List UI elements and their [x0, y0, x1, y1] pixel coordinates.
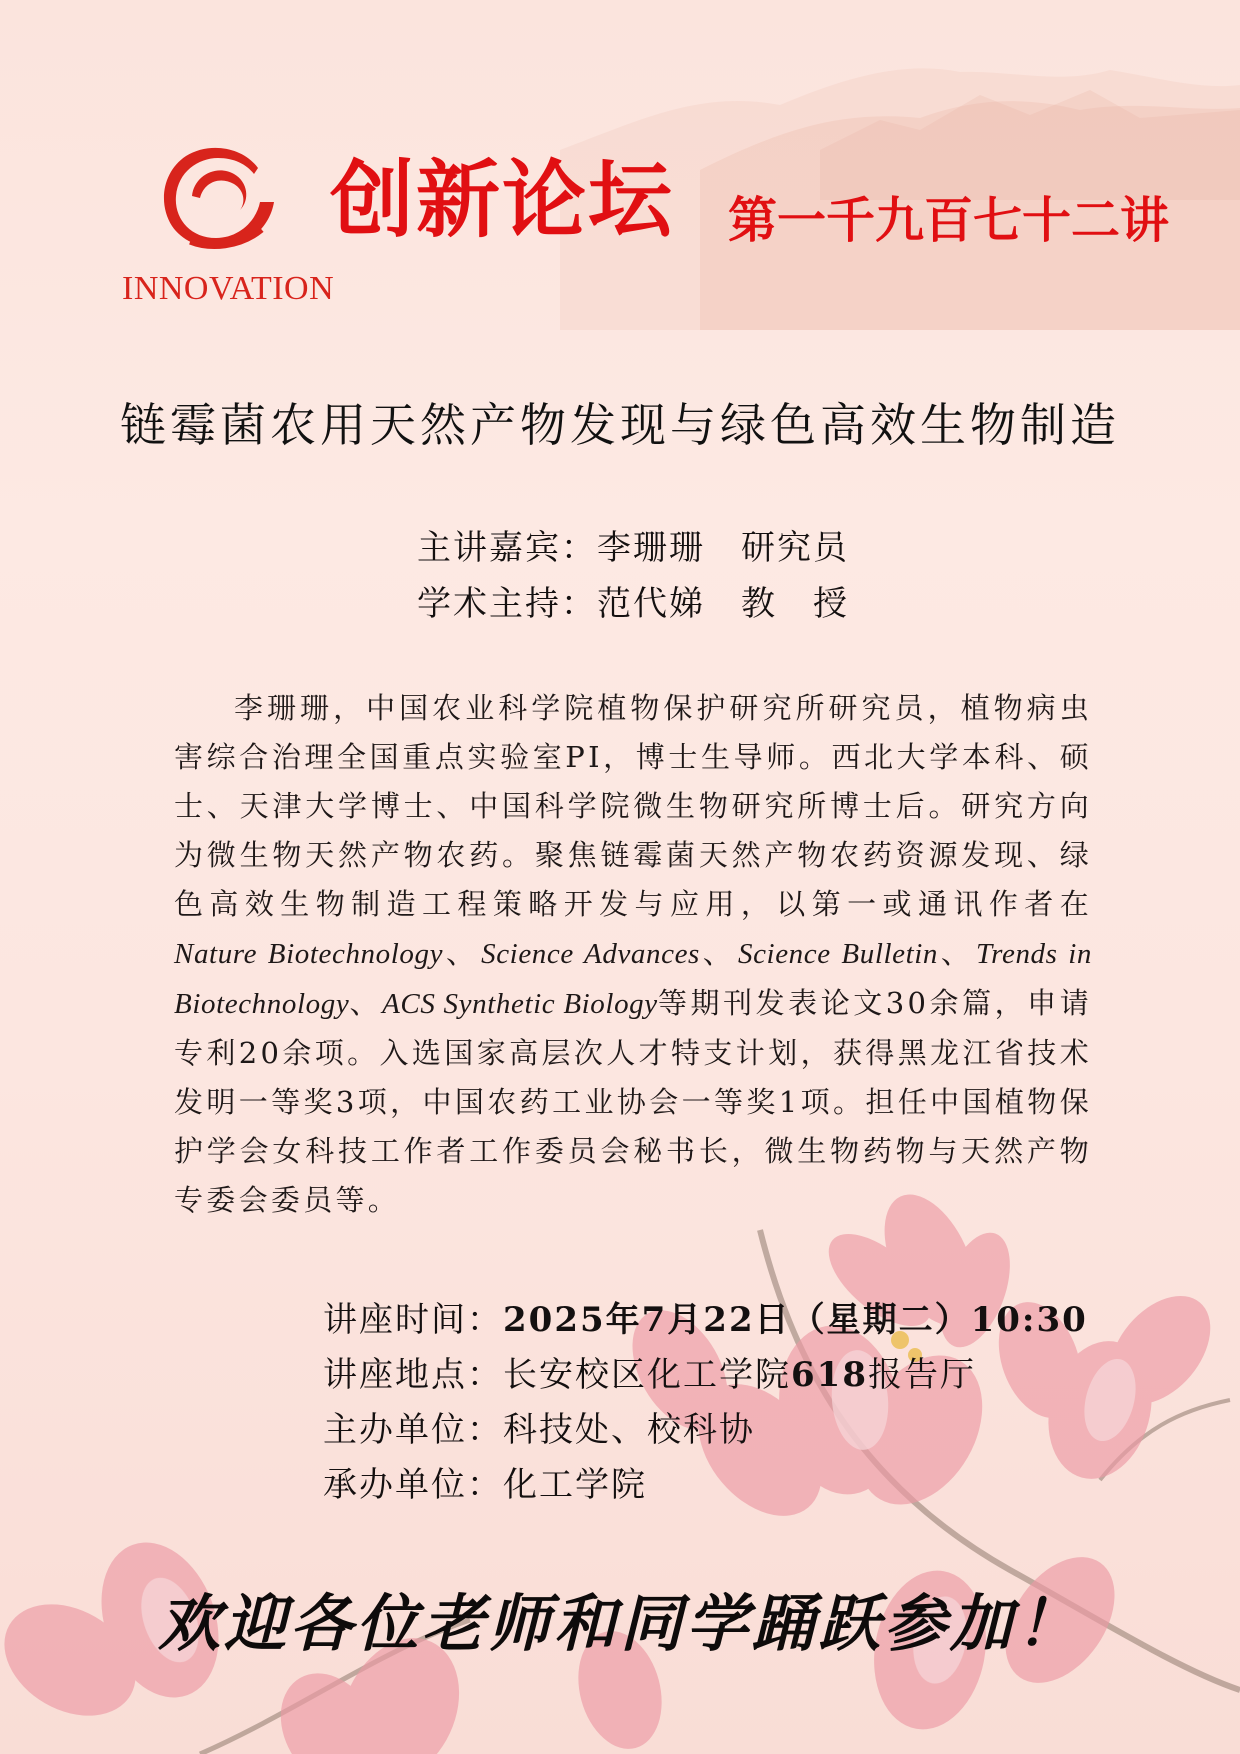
- forum-title: 创新论坛: [330, 151, 675, 249]
- bio-separator: 、: [443, 936, 482, 970]
- time-label: 讲座时间：: [323, 1300, 503, 1340]
- journal-name: Science Advances: [481, 938, 700, 970]
- organizer-line: [323, 1403, 1088, 1458]
- event-info: [323, 1293, 1088, 1513]
- host-value: 范代娣 教 授: [597, 584, 849, 624]
- place-label: 讲座地点：: [323, 1355, 503, 1395]
- place-value-suffix: 报告厅: [867, 1355, 976, 1395]
- people-block: [417, 520, 849, 632]
- room-number: 618: [791, 1355, 868, 1395]
- logo-wordmark: INNOVATION: [122, 270, 335, 307]
- time-value: 2025年7月22日（星期二）10:30: [503, 1300, 1088, 1340]
- host-line: [417, 576, 849, 632]
- coorganizer-line: [323, 1458, 1088, 1513]
- journal-name: ACS Synthetic Biology: [382, 988, 658, 1020]
- host-label: 学术主持：: [417, 584, 597, 624]
- organizer-label: 主办单位：: [323, 1410, 503, 1450]
- lecture-number: 第一千九百七十二讲: [728, 192, 1170, 249]
- speaker-label: 主讲嘉宾：: [417, 528, 597, 568]
- journal-name: Science Bulletin: [737, 938, 939, 970]
- place-line: [323, 1348, 1088, 1403]
- bio-paragraph: [174, 684, 1092, 1225]
- speaker-line: [417, 520, 849, 576]
- bio-separator: 、: [938, 936, 977, 970]
- place-value: 长安校区化工学院: [503, 1355, 791, 1395]
- bio-separator: 、: [349, 986, 383, 1020]
- journal-name: Trends in Biotechnology: [174, 938, 1093, 1020]
- innovation-logo-icon: [150, 138, 285, 258]
- time-line: [323, 1293, 1088, 1348]
- coorganizer-label: 承办单位：: [323, 1465, 503, 1505]
- welcome-message: 欢迎各位老师和同学踊跃参加！: [157, 1587, 1082, 1660]
- bio-separator: 、: [699, 936, 738, 970]
- speaker-bio: [174, 684, 1092, 1225]
- journal-name: Nature Biotechnology: [174, 938, 444, 970]
- bio-text-1: 李珊珊，中国农业科学院植物保护研究所研究员，植物病虫害综合治理全国重点实验室PI，博士生导师。西北大学本科、硕士、天津大学博士、中国科学院微生物研究所博士后。研究方向为微生物天然产物农药。聚焦链霉菌天然产物农药资源发现、绿色高效生物制造工程策略开发与应用，以第一或通讯作者在: [174, 691, 1092, 921]
- bio-text-2: 等期刊发表论文30余篇，申请专利20余项。入选国家高层次人才特支计划，获得黑龙江省技术发明一等奖3项，中国农药工业协会一等奖1项。担任中国植物保护学会女科技工作者工作委员会秘书长，微生物药物与天然产物专委会委员等。: [174, 986, 1092, 1217]
- speaker-value: 李珊珊 研究员: [597, 528, 849, 568]
- talk-title: 链霉菌农用天然产物发现与绿色高效生物制造: [120, 398, 1120, 452]
- coorganizer-value: 化工学院: [503, 1465, 647, 1505]
- organizer-value: 科技处、校科协: [503, 1410, 755, 1450]
